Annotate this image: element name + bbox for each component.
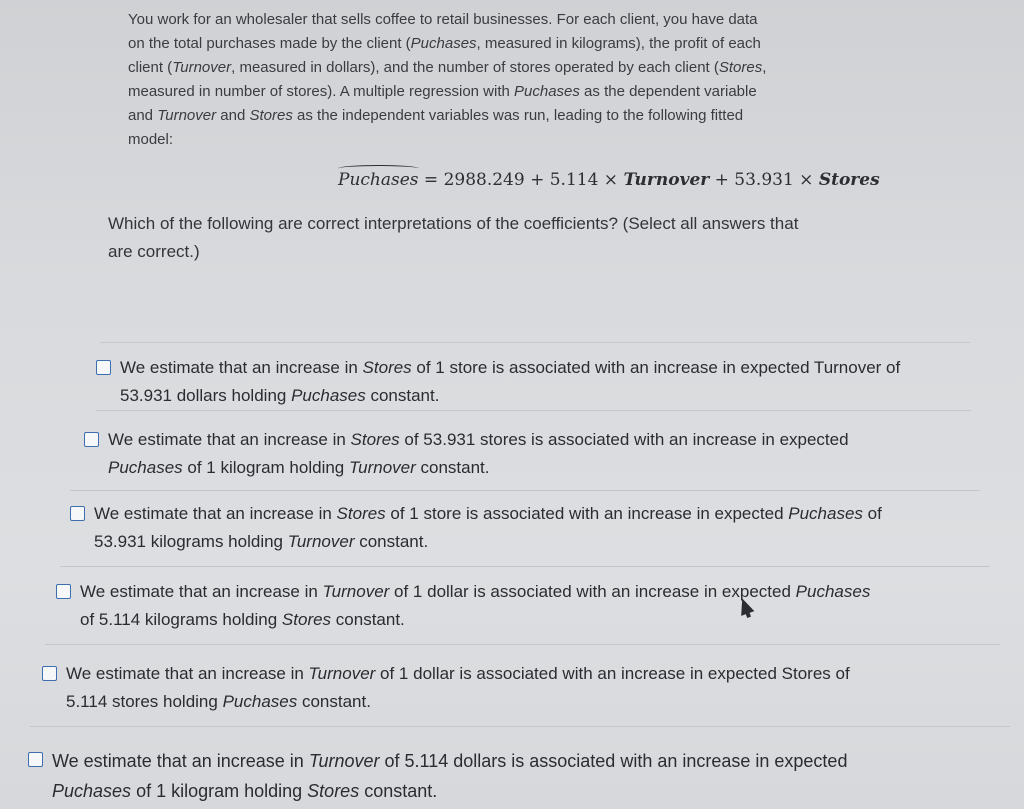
prompt-line: are correct.) — [108, 242, 200, 261]
regression-formula — [338, 170, 880, 190]
option-divider — [96, 410, 971, 411]
option-divider — [70, 490, 980, 491]
checkbox[interactable] — [96, 360, 111, 375]
divider — [100, 342, 970, 343]
formula-lhs: Puchases — [338, 170, 419, 190]
question-prompt — [108, 210, 948, 266]
answer-option-text: We estimate that an increase in Stores of 1 store is associated with an increase in expected Puchases of 53.931 kilograms holding Turnover constant. — [94, 504, 882, 551]
intro-line: measured in number of stores). A multiple regression with Puchases as the dependent variable — [128, 83, 757, 100]
checkbox[interactable] — [56, 584, 71, 599]
checkbox[interactable] — [84, 432, 99, 447]
prompt-line: Which of the following are correct interpretations of the coefficients? (Select all answers that — [108, 214, 799, 233]
intro-line: and Turnover and Stores as the independent variables was run, leading to the following fitted — [128, 107, 744, 124]
intro-line: on the total purchases made by the client (Puchases, measured in kilograms), the profit of each — [128, 35, 761, 52]
answer-option-5[interactable] — [42, 660, 1002, 716]
answer-option-text: We estimate that an increase in Turnover of 1 dollar is associated with an increase in expected Stores of 5.114 stores holding Puchases constant. — [66, 664, 850, 711]
option-divider — [45, 644, 1000, 645]
formula-mid: + 53.931 × — [709, 170, 819, 190]
checkbox[interactable] — [42, 666, 57, 681]
answer-option-text: We estimate that an increase in Turnover of 5.114 dollars is associated with an increase in expected Puchases of 1 kilogram holding Stores constant. — [52, 751, 848, 801]
answer-option-6[interactable] — [28, 746, 998, 806]
intro-line: You work for an wholesaler that sells coffee to retail businesses. For each client, you have data — [128, 11, 758, 28]
formula-var-turnover: Turnover — [623, 170, 710, 190]
answer-option-4[interactable] — [56, 578, 986, 634]
answer-option-3[interactable] — [70, 500, 980, 556]
formula-intercept: = 2988.249 + 5.114 × — [418, 170, 624, 190]
question-intro — [128, 8, 928, 152]
checkbox[interactable] — [70, 506, 85, 521]
answer-option-text: We estimate that an increase in Turnover of 1 dollar is associated with an increase in expected Puchases of 5.114 kilograms holding Stores constant. — [80, 582, 871, 629]
answer-option-1[interactable] — [96, 354, 956, 410]
option-divider — [30, 726, 1010, 727]
answer-option-2[interactable] — [84, 426, 964, 482]
option-divider — [60, 566, 990, 567]
intro-line: model: — [128, 131, 174, 148]
checkbox[interactable] — [28, 752, 43, 767]
formula-var-stores: Stores — [818, 170, 880, 190]
question-panel — [100, 0, 980, 330]
intro-line: client (Turnover, measured in dollars), and the number of stores operated by each client (Stores, — [128, 59, 767, 76]
answer-option-text: We estimate that an increase in Stores of 53.931 stores is associated with an increase in expected Puchases of 1 kilogram holding Turnover constant. — [108, 430, 849, 477]
answer-option-text: We estimate that an increase in Stores of 1 store is associated with an increase in expected Turnover of 53.931 dollars holding Puchases constant. — [120, 358, 901, 405]
